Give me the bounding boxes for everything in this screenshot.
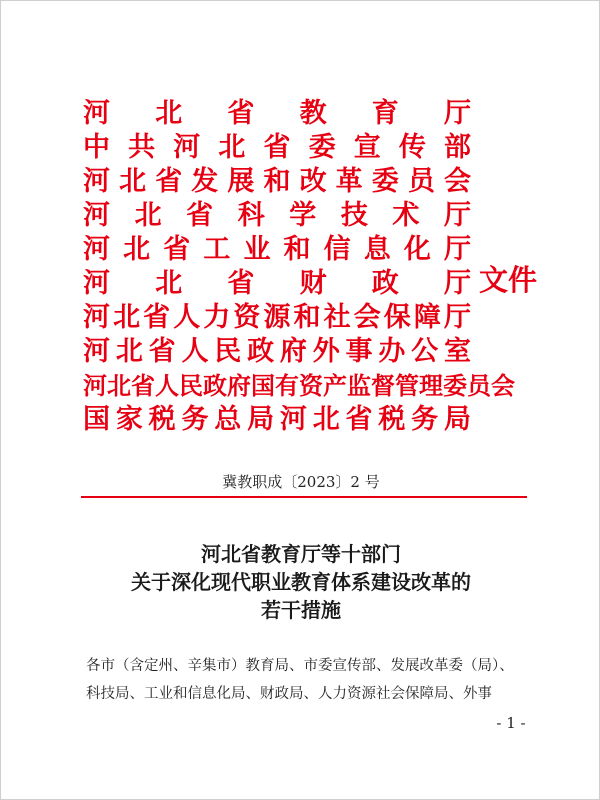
- title-line-2: 关于深化现代职业教育体系建设改革的: [131, 570, 471, 594]
- issuer-char: 术: [392, 200, 420, 231]
- issuer-char: 育: [371, 98, 399, 129]
- issuer-char: 办: [378, 336, 406, 367]
- issuer-line: [83, 301, 471, 335]
- issuer-char: 技: [340, 200, 368, 231]
- issuer-char: 政: [203, 371, 227, 400]
- document-suffix: 文件: [479, 263, 538, 297]
- issuer-char: 员: [467, 371, 491, 400]
- issuer-char: 河: [83, 302, 110, 333]
- issuer-char: 员: [407, 166, 435, 197]
- issuer-char: 北: [107, 371, 131, 400]
- issuer-char: 工: [203, 234, 231, 265]
- body-line-2: 科技局、工业和信息化局、财政局、人力资源社会保障局、外事: [86, 686, 492, 702]
- issuer-char: 宣: [353, 132, 381, 163]
- issuer-char: 省: [345, 404, 373, 435]
- issuer-char: 会: [443, 166, 471, 197]
- title-line-1: 河北省教育厅等十部门: [201, 542, 401, 566]
- issuer-char: 社: [323, 302, 351, 333]
- issuer-char: 资: [299, 371, 323, 400]
- issuer-char: 障: [413, 302, 441, 333]
- red-divider: [81, 496, 527, 498]
- issuer-char: 和: [293, 302, 321, 333]
- issuer-char: 管: [395, 371, 419, 400]
- issuer-char: 有: [275, 371, 299, 400]
- issuer-line: [83, 233, 471, 267]
- issuer-char: 室: [443, 336, 471, 367]
- issuer-line: [83, 403, 471, 437]
- issuer-char: 务: [181, 404, 209, 435]
- issuer-char: 家: [115, 404, 143, 435]
- issuer-char: 局: [443, 404, 471, 435]
- issuer-char: 人: [181, 336, 209, 367]
- issuer-char: 省: [227, 98, 255, 129]
- issuer-char: 税: [378, 404, 406, 435]
- issuer-char: 传: [398, 132, 426, 163]
- issuer-char: 务: [411, 404, 439, 435]
- issuer-char: 财: [299, 268, 327, 299]
- issuer-char: 府: [279, 336, 307, 367]
- issuer-char: 政: [247, 336, 275, 367]
- issuer-char: 事: [345, 336, 373, 367]
- issuer-char: 河: [173, 132, 201, 163]
- issuer-char: 省: [227, 268, 255, 299]
- issuer-char: 北: [134, 200, 162, 231]
- issuer-char: 会: [353, 302, 381, 333]
- issuer-line: [83, 369, 515, 403]
- issuer-char: 局: [247, 404, 275, 435]
- issuer-char: 北: [113, 302, 141, 333]
- issuer-char: 人: [173, 302, 201, 333]
- body-line-1: 各市（含定州、辛集市）教育局、市委宣传部、发展改革委（局）、: [86, 658, 514, 674]
- issuer-char: 共: [128, 132, 156, 163]
- issuer-char: 河: [83, 336, 110, 367]
- issuer-char: 会: [491, 371, 515, 400]
- issuer-char: 发: [191, 166, 219, 197]
- issuer-char: 总: [214, 404, 242, 435]
- issuer-char: 理: [419, 371, 443, 400]
- issuer-char: 北: [312, 404, 340, 435]
- issuer-char: 省: [148, 336, 176, 367]
- issuer-char: 民: [179, 371, 203, 400]
- issuer-char: 河: [83, 371, 107, 400]
- document-number: 冀教职成〔2023〕2 号: [222, 473, 380, 491]
- issuer-char: 展: [227, 166, 255, 197]
- issuer-char: 河: [83, 200, 110, 231]
- issuer-char: 保: [383, 302, 411, 333]
- issuer-char: 河: [279, 404, 307, 435]
- issuer-char: 产: [323, 371, 347, 400]
- issuer-char: 资: [233, 302, 261, 333]
- issuer-char: 省: [263, 132, 291, 163]
- issuer-char: 督: [371, 371, 395, 400]
- issuer-char: 改: [299, 166, 327, 197]
- page-number: - 1 -: [496, 714, 526, 732]
- issuer-char: 公: [411, 336, 439, 367]
- issuer-char: 税: [148, 404, 176, 435]
- issuer-char: 信: [323, 234, 351, 265]
- issuer-line: [83, 335, 471, 369]
- issuer-char: 力: [203, 302, 231, 333]
- issuer-char: 厅: [443, 200, 471, 231]
- issuer-char: 部: [444, 132, 471, 163]
- issuer-char: 中: [83, 132, 110, 163]
- issuer-char: 河: [83, 234, 110, 265]
- issuer-char: 民: [214, 336, 242, 367]
- issuer-char: 河: [83, 98, 110, 129]
- issuer-char: 外: [312, 336, 340, 367]
- issuer-char: 省: [143, 302, 171, 333]
- issuer-char: 厅: [443, 234, 471, 265]
- issuer-char: 北: [155, 268, 183, 299]
- issuer-char: 监: [347, 371, 371, 400]
- issuer-line: [83, 165, 471, 199]
- issuer-char: 学: [289, 200, 317, 231]
- issuer-line: [83, 131, 471, 165]
- issuer-line: [83, 97, 471, 131]
- issuer-char: 河: [83, 166, 110, 197]
- issuer-char: 科: [237, 200, 265, 231]
- issuer-char: 源: [263, 302, 291, 333]
- issuer-char: 厅: [443, 302, 471, 333]
- issuer-char: 厅: [443, 268, 471, 299]
- issuer-char: 国: [251, 371, 275, 400]
- issuer-char: 人: [155, 371, 179, 400]
- issuer-char: 厅: [443, 98, 471, 129]
- issuer-char: 革: [335, 166, 363, 197]
- issuer-char: 政: [371, 268, 399, 299]
- issuer-char: 省: [163, 234, 191, 265]
- issuer-char: 委: [371, 166, 399, 197]
- issuer-char: 府: [227, 371, 251, 400]
- issuer-char: 北: [155, 98, 183, 129]
- issuer-char: 和: [283, 234, 311, 265]
- issuer-char: 化: [403, 234, 431, 265]
- issuer-char: 北: [115, 336, 143, 367]
- issuer-char: 教: [299, 98, 327, 129]
- issuer-char: 北: [119, 166, 147, 197]
- title-line-3: 若干措施: [261, 598, 341, 622]
- issuer-char: 北: [218, 132, 246, 163]
- issuer-char: 委: [443, 371, 467, 400]
- issuer-line: [83, 199, 471, 233]
- issuer-char: 省: [155, 166, 183, 197]
- issuer-char: 省: [131, 371, 155, 400]
- issuer-char: 国: [83, 404, 110, 435]
- issuer-char: 和: [263, 166, 291, 197]
- issuer-char: 委: [308, 132, 336, 163]
- issuer-char: 河: [83, 268, 110, 299]
- issuer-line: [83, 267, 471, 301]
- issuer-char: 北: [123, 234, 151, 265]
- issuer-char: 业: [243, 234, 271, 265]
- issuer-char: 息: [363, 234, 391, 265]
- issuer-char: 省: [186, 200, 214, 231]
